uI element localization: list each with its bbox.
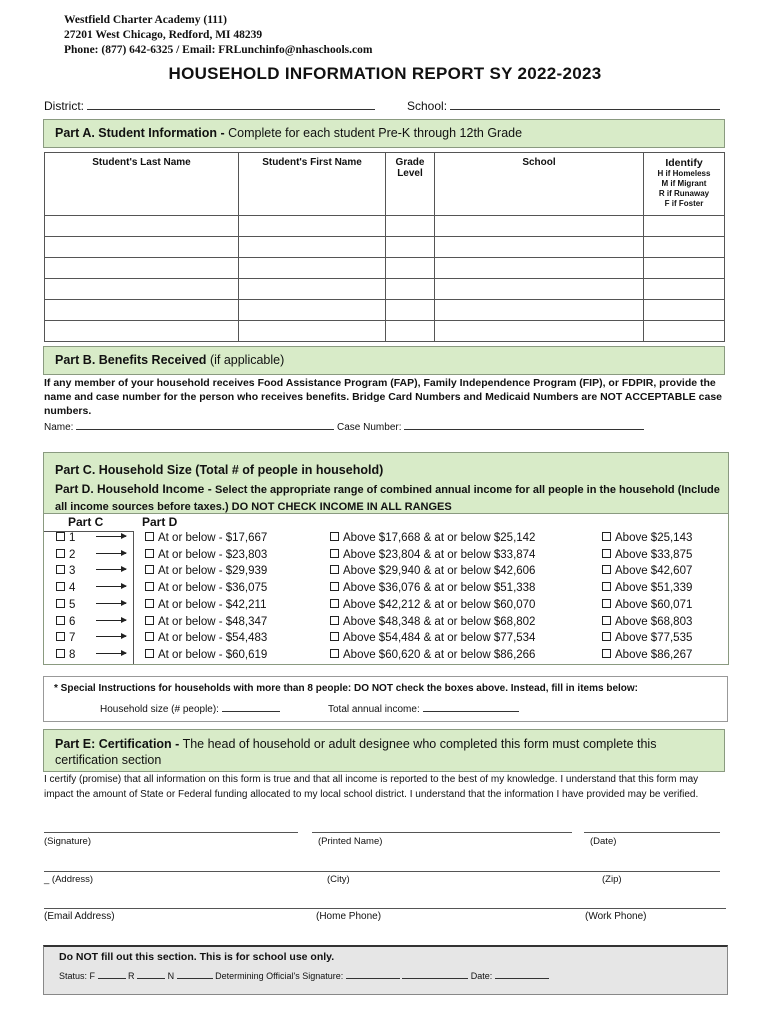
checkbox[interactable] [145,565,154,574]
col-school: School [435,153,644,216]
checkbox[interactable] [56,582,65,591]
part-c-column-label: Part C [68,515,104,529]
income-option-low[interactable]: At or below - $54,483 [145,630,267,647]
income-option-high[interactable]: Above $42,607 [602,563,692,580]
school-label: School: [407,99,448,113]
checkbox[interactable] [602,549,611,558]
part-b-header [43,346,725,375]
district-field[interactable] [44,99,375,113]
name-label: Name: [44,422,74,433]
official-signature-line-2 [402,978,468,979]
contact-line[interactable] [44,908,726,909]
part-d-column-label: Part D [142,515,178,529]
income-option-low[interactable]: At or below - $60,619 [145,647,267,664]
student-row[interactable] [45,279,725,300]
checkbox[interactable] [330,632,339,641]
cell-identify[interactable] [644,258,725,279]
date-label: (Date) [590,836,617,847]
arrow-right-icon [96,630,126,647]
income-option-mid[interactable]: Above $42,212 & at or below $60,070 [330,597,535,614]
arrow-right-icon [96,614,126,631]
cell-last-name[interactable] [45,237,239,258]
status-r-label: R [128,971,135,981]
income-option-high[interactable]: Above $33,875 [602,547,692,564]
cell-school[interactable] [435,237,644,258]
district-label: District: [44,99,84,113]
student-row[interactable] [45,216,725,237]
official-signature-line [346,978,400,979]
identify-code-m: M if Migrant [661,179,707,188]
cell-grade[interactable] [386,321,435,342]
checkbox[interactable] [56,532,65,541]
arrow-right-icon [96,586,126,587]
total-income-line [423,711,519,712]
city-label: (City) [327,874,350,885]
status-r-line [137,978,165,979]
checkbox[interactable] [602,565,611,574]
income-option-mid[interactable]: Above $48,348 & at or below $68,802 [330,614,535,631]
district-line [87,109,375,110]
part-e-heading: Part E: Certification - [55,737,180,751]
checkbox[interactable] [56,599,65,608]
school-address: 27201 West Chicago, Redford, MI 48239 [64,29,263,41]
school-contact: Phone: (877) 642-6325 / Email: FRLunchinfo@nhaschools.com [64,44,373,56]
school-use-date-label: Date: [470,971,493,981]
cell-identify[interactable] [644,279,725,300]
part-b-heading: Part B. Benefits Received [55,353,207,367]
checkbox[interactable] [330,532,339,541]
work-phone-label: (Work Phone) [585,911,647,922]
income-option-mid[interactable]: Above $60,620 & at or below $86,266 [330,647,535,664]
household-size-option[interactable]: 3 [56,563,75,580]
cell-first-name[interactable] [239,258,386,279]
checkbox[interactable] [602,532,611,541]
part-c-d-header [43,452,729,514]
cell-grade[interactable] [386,216,435,237]
total-income-field[interactable] [328,704,519,715]
student-table [44,152,725,342]
cell-last-name[interactable] [45,216,239,237]
arrow-right-icon [96,620,126,621]
part-a-heading: Part A. Student Information - [55,126,225,140]
special-instructions: * Special Instructions for households with more than 8 people: DO NOT check the boxes above. Instead, fill in items below: [54,683,638,694]
cell-school[interactable] [435,279,644,300]
col-identify: Identify H if Homeless M if Migrant R if Runaway F if Foster [644,153,725,216]
income-option-low[interactable]: At or below - $48,347 [145,614,267,631]
arrow-right-icon [96,603,126,604]
date-line[interactable] [584,832,720,833]
household-size-option[interactable]: 2 [56,547,75,564]
school-name: Westfield Charter Academy (111) [64,14,227,26]
household-size-field[interactable] [100,704,280,715]
cell-grade[interactable] [386,300,435,321]
status-n-label: N [167,971,175,981]
school-use-box [43,945,728,995]
cell-first-name[interactable] [239,321,386,342]
cell-last-name[interactable] [45,300,239,321]
cell-school[interactable] [435,258,644,279]
arrow-right-icon [96,580,126,597]
checkbox[interactable] [145,649,154,658]
arrow-right-icon [96,653,126,654]
cell-last-name[interactable] [45,279,239,300]
part-c-heading: Part C. Household Size (Total # of people in household) [55,463,384,477]
household-size-option[interactable]: 8 [56,647,75,664]
student-row[interactable] [45,300,725,321]
cell-identify[interactable] [644,321,725,342]
household-size-option[interactable]: 4 [56,580,75,597]
checkbox[interactable] [145,632,154,641]
household-size-option[interactable]: 7 [56,630,75,647]
household-size-option[interactable]: 1 [56,530,75,547]
part-a-subheading: Complete for each student Pre-K through 12th Grade [228,126,523,140]
checkbox[interactable] [330,649,339,658]
student-row[interactable] [45,237,725,258]
identify-code-r: R if Runaway [658,189,710,198]
address-line[interactable] [44,871,720,872]
school-use-heading: Do NOT fill out this section. This is for school use only. [59,951,335,963]
arrow-right-icon [96,569,126,570]
identify-code-h: H if Homeless [657,169,711,178]
part-e-subheading: The head of household or adult designee who completed this form must complete this certification section [55,737,657,767]
student-row[interactable] [45,321,725,342]
cell-grade[interactable] [386,279,435,300]
income-option-high[interactable]: Above $68,803 [602,614,692,631]
household-size-option[interactable]: 6 [56,614,75,631]
printed-name-line[interactable] [312,832,572,833]
student-row[interactable] [45,258,725,279]
school-use-date-line [495,978,549,979]
form-title: HOUSEHOLD INFORMATION REPORT SY 2022-2023 [168,64,602,83]
income-option-high[interactable]: Above $25,143 [602,530,692,547]
student-table-header [45,153,725,216]
part-d-subheading: Select the appropriate range of combined annual income for all people in the household (Include all income sources before taxes.) DO NOT CHECK INCOME IN ALL RANGES [55,484,720,513]
income-option-low[interactable]: At or below - $17,667 [145,530,267,547]
checkbox[interactable] [602,632,611,641]
arrow-right-icon [96,536,126,537]
checkbox[interactable] [145,549,154,558]
arrow-right-icon [96,563,126,580]
cell-school[interactable] [435,216,644,237]
part-e-header [43,729,725,772]
checkbox[interactable] [145,616,154,625]
part-a-header [43,119,725,148]
cell-first-name[interactable] [239,216,386,237]
income-option-mid[interactable]: Above $29,940 & at or below $42,606 [330,563,535,580]
checkbox[interactable] [330,599,339,608]
status-f-line [98,978,126,979]
case-number-label: Case Number: [337,422,402,433]
checkbox[interactable] [330,549,339,558]
arrow-right-icon [96,547,126,564]
income-option-high[interactable]: Above $60,071 [602,597,692,614]
status-n-line [177,978,213,979]
cell-grade[interactable] [386,258,435,279]
cell-first-name[interactable] [239,237,386,258]
school-line [450,109,720,110]
address-label: _ (Address) [44,874,94,885]
identify-code-f: F if Foster [664,199,704,208]
school-use-status [59,971,549,981]
household-size-label: Household size (# people): [100,704,219,715]
checkbox[interactable] [56,649,65,658]
part-d-heading: Part D. Household Income - [55,482,212,496]
cell-school[interactable] [435,321,644,342]
certification-text: I certify (promise) that all information on this form is true and that all income is reported to the best of my knowledge. I understand that this form may impact the amount of State or Federal funding allocated to my local school district. I understand that the information I have provided may be verified. [44,774,699,800]
checkbox[interactable] [330,582,339,591]
cell-last-name[interactable] [45,258,239,279]
income-option-mid[interactable]: Above $23,804 & at or below $33,874 [330,547,535,564]
cell-last-name[interactable] [45,321,239,342]
cell-first-name[interactable] [239,279,386,300]
cell-identify[interactable] [644,237,725,258]
col-grade: Grade Level [386,153,435,216]
income-option-high[interactable]: Above $77,535 [602,630,692,647]
income-option-low[interactable]: At or below - $42,211 [145,597,266,614]
checkbox[interactable] [145,532,154,541]
cell-grade[interactable] [386,237,435,258]
cell-school[interactable] [435,300,644,321]
printed-name-label: (Printed Name) [318,836,383,847]
income-option-high[interactable]: Above $51,339 [602,580,692,597]
checkbox[interactable] [330,565,339,574]
arrow-right-icon [96,597,126,614]
part-b-text: If any member of your household receives Food Assistance Program (FAP), Family Independence Program (FIP), or FDPIR, provide the name and case number for the person who receives benefits. Bridge Card Numbers and Medicaid Numbers are NOT ACCEPTABLE case numbers. [44,377,723,417]
part-b-name-field[interactable] [44,422,644,433]
arrow-right-icon [96,647,126,664]
arrow-right-icon [96,636,126,637]
checkbox[interactable] [56,549,65,558]
checkbox[interactable] [602,649,611,658]
cell-identify[interactable] [644,216,725,237]
col-last-name: Student's Last Name [45,153,239,216]
income-option-mid[interactable]: Above $54,484 & at or below $77,534 [330,630,535,647]
col-first-name: Student's First Name [239,153,386,216]
part-b-subheading: (if applicable) [209,353,285,367]
income-option-low[interactable]: At or below - $36,075 [145,580,267,597]
home-phone-label: (Home Phone) [316,911,382,922]
case-number-line [404,429,644,430]
school-field[interactable] [407,99,720,113]
income-option-high[interactable]: Above $86,267 [602,647,692,664]
checkbox[interactable] [602,599,611,608]
arrow-right-icon [96,553,126,554]
checkbox[interactable] [56,632,65,641]
cell-first-name[interactable] [239,300,386,321]
household-size-option[interactable]: 5 [56,597,75,614]
special-instructions-box [43,676,728,722]
zip-label: (Zip) [602,874,622,885]
email-label: (Email Address) [44,911,115,922]
household-size-line [222,711,280,712]
income-option-mid[interactable]: Above $36,076 & at or below $51,338 [330,580,535,597]
checkbox[interactable] [602,582,611,591]
checkbox[interactable] [602,616,611,625]
official-signature-label: Determining Official's Signature: [215,971,344,981]
cell-identify[interactable] [644,300,725,321]
checkbox[interactable] [56,565,65,574]
checkbox[interactable] [56,616,65,625]
total-income-label: Total annual income: [328,704,420,715]
arrow-right-icon [96,530,126,547]
checkbox[interactable] [145,599,154,608]
income-option-low[interactable]: At or below - $29,939 [145,563,267,580]
signature-line[interactable] [44,832,298,833]
status-f-label: Status: F [59,971,96,981]
income-option-low[interactable]: At or below - $23,803 [145,547,267,564]
income-option-mid[interactable]: Above $17,668 & at or below $25,142 [330,530,535,547]
checkbox[interactable] [145,582,154,591]
name-line [76,429,334,430]
signature-label: (Signature) [44,836,91,847]
checkbox[interactable] [330,616,339,625]
